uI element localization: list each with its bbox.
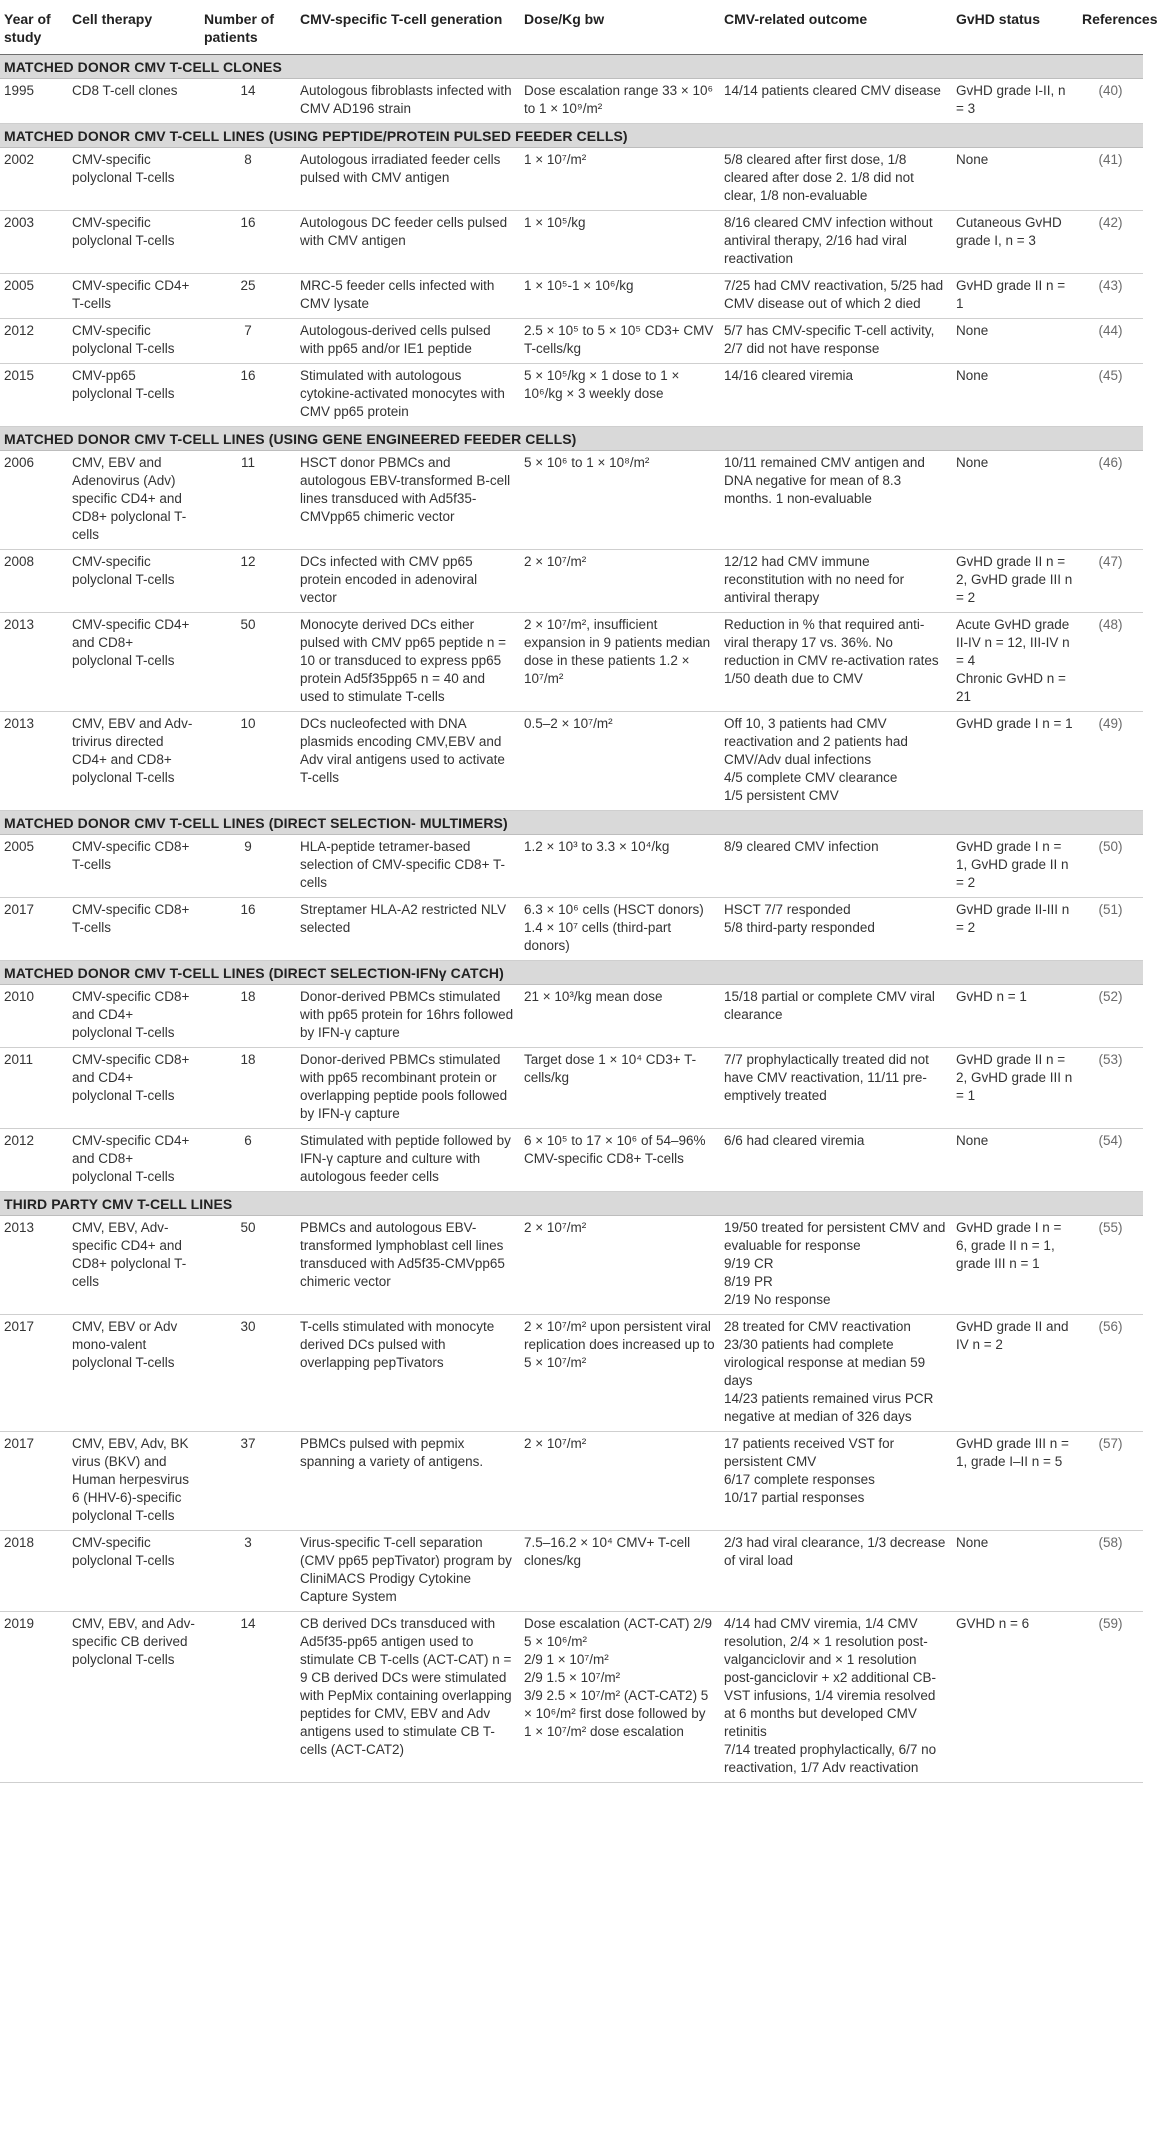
cell-patients: 30 <box>200 1315 296 1432</box>
cell-gvhd: GvHD grade I-II, n = 3 <box>952 79 1078 124</box>
cell-gvhd: None <box>952 451 1078 550</box>
cell-therapy: CMV-specific CD4+ and CD8+ polyclonal T-cells <box>68 1129 200 1192</box>
cell-reference: (44) <box>1078 319 1143 364</box>
col-header-references: References <box>1078 0 1143 55</box>
cell-dose: 5 × 10⁶ to 1 × 10⁸/m² <box>520 451 720 550</box>
cell-generation: DCs infected with CMV pp65 protein encoded in adenoviral vector <box>296 550 520 613</box>
cell-therapy: CMV-specific polyclonal T-cells <box>68 319 200 364</box>
cell-reference: (59) <box>1078 1612 1143 1783</box>
cell-generation: MRC-5 feeder cells infected with CMV lysate <box>296 274 520 319</box>
cell-dose: 2 × 10⁷/m², insufficient expansion in 9 patients median dose in these patients 1.2 × 10⁷/m² <box>520 613 720 712</box>
cell-therapy: CMV-specific CD4+ and CD8+ polyclonal T-cells <box>68 613 200 712</box>
cell-generation: PBMCs and autologous EBV-transformed lymphoblast cell lines transduced with Ad5f35-CMVpp65 chimeric vector <box>296 1216 520 1315</box>
section-title: THIRD PARTY CMV T-CELL LINES <box>0 1192 1143 1216</box>
cell-therapy: CMV-specific CD8+ and CD4+ polyclonal T-cells <box>68 1048 200 1129</box>
cell-generation: Virus-specific T-cell separation (CMV pp65 pepTivator) program by CliniMACS Prodigy Cytokine Capture System <box>296 1531 520 1612</box>
section-header-row <box>0 55 1143 79</box>
cell-year: 2015 <box>0 364 68 427</box>
cell-dose: 6.3 × 10⁶ cells (HSCT donors) 1.4 × 10⁷ cells (third-part donors) <box>520 898 720 961</box>
cell-generation: CB derived DCs transduced with Ad5f35-pp65 antigen used to stimulate CB T-cells (ACT-CAT) n = 9 CB derived DCs were stimulated with PepMix containing overlapping peptides for CMV, EBV and Adv antigens used to stimulate CB T-cells (ACT-CAT2) <box>296 1612 520 1783</box>
cell-therapy: CMV, EBV and Adv-trivirus directed CD4+ and CD8+ polyclonal T-cells <box>68 712 200 811</box>
cell-generation: Streptamer HLA-A2 restricted NLV selected <box>296 898 520 961</box>
cell-gvhd: GVHD n = 6 <box>952 1612 1078 1783</box>
cell-reference: (55) <box>1078 1216 1143 1315</box>
cell-year: 2013 <box>0 712 68 811</box>
cell-patients: 9 <box>200 835 296 898</box>
table-body <box>0 55 1143 1783</box>
col-header-outcome: CMV-related outcome <box>720 0 952 55</box>
cell-dose: 6 × 10⁵ to 17 × 10⁶ of 54–96% CMV-specific CD8+ T-cells <box>520 1129 720 1192</box>
cell-reference: (57) <box>1078 1432 1143 1531</box>
cell-generation: Autologous DC feeder cells pulsed with CMV antigen <box>296 211 520 274</box>
cell-year: 2002 <box>0 148 68 211</box>
col-header-gvhd: GvHD status <box>952 0 1078 55</box>
cell-outcome: 15/18 partial or complete CMV viral clearance <box>720 985 952 1048</box>
section-title: MATCHED DONOR CMV T-CELL LINES (DIRECT SELECTION- MULTIMERS) <box>0 811 1143 835</box>
cell-dose: 7.5–16.2 × 10⁴ CMV+ T-cell clones/kg <box>520 1531 720 1612</box>
cell-patients: 8 <box>200 148 296 211</box>
cell-outcome: Reduction in % that required anti-viral therapy 17 vs. 36%. No reduction in CMV re-activation rates 1/50 death due to CMV <box>720 613 952 712</box>
cell-reference: (52) <box>1078 985 1143 1048</box>
cell-outcome: 8/16 cleared CMV infection without antiviral therapy, 2/16 had viral reactivation <box>720 211 952 274</box>
cell-year: 2018 <box>0 1531 68 1612</box>
cell-outcome: 5/7 has CMV-specific T-cell activity, 2/7 did not have response <box>720 319 952 364</box>
cell-outcome: 6/6 had cleared viremia <box>720 1129 952 1192</box>
cell-therapy: CMV-specific CD4+ T-cells <box>68 274 200 319</box>
cell-year: 2013 <box>0 613 68 712</box>
cell-patients: 18 <box>200 1048 296 1129</box>
col-header-patients: Number of patients <box>200 0 296 55</box>
cell-reference: (51) <box>1078 898 1143 961</box>
cell-patients: 6 <box>200 1129 296 1192</box>
cell-year: 2005 <box>0 835 68 898</box>
cell-reference: (46) <box>1078 451 1143 550</box>
section-title: MATCHED DONOR CMV T-CELL CLONES <box>0 55 1143 79</box>
cell-generation: T-cells stimulated with monocyte derived DCs pulsed with overlapping pepTivators <box>296 1315 520 1432</box>
table-row <box>0 985 1143 1048</box>
cell-therapy: CD8 T-cell clones <box>68 79 200 124</box>
cell-gvhd: None <box>952 1129 1078 1192</box>
cell-therapy: CMV-specific polyclonal T-cells <box>68 550 200 613</box>
cell-outcome: 7/7 prophylactically treated did not have CMV reactivation, 11/11 pre-emptively treated <box>720 1048 952 1129</box>
cell-therapy: CMV, EBV and Adenovirus (Adv) specific CD4+ and CD8+ polyclonal T-cells <box>68 451 200 550</box>
cell-year: 2006 <box>0 451 68 550</box>
cell-reference: (48) <box>1078 613 1143 712</box>
cell-outcome: 14/16 cleared viremia <box>720 364 952 427</box>
cell-year: 2008 <box>0 550 68 613</box>
section-title: MATCHED DONOR CMV T-CELL LINES (USING PEPTIDE/PROTEIN PULSED FEEDER CELLS) <box>0 124 1143 148</box>
cell-outcome: 17 patients received VST for persistent CMV 6/17 complete responses 10/17 partial responses <box>720 1432 952 1531</box>
cell-outcome: 7/25 had CMV reactivation, 5/25 had CMV disease out of which 2 died <box>720 274 952 319</box>
section-header-row <box>0 1192 1143 1216</box>
table-row <box>0 1315 1143 1432</box>
cell-generation: Monocyte derived DCs either pulsed with CMV pp65 peptide n = 10 or transduced to express pp65 protein Ad5f35pp65 n = 40 and used to stimulate T-cells <box>296 613 520 712</box>
cell-reference: (50) <box>1078 835 1143 898</box>
cell-gvhd: GvHD grade I n = 1, GvHD grade II n = 2 <box>952 835 1078 898</box>
cell-outcome: 28 treated for CMV reactivation 23/30 patients had complete virological response at median 59 days 14/23 patients remained virus PCR negative at median of 326 days <box>720 1315 952 1432</box>
col-header-dose: Dose/Kg bw <box>520 0 720 55</box>
cell-outcome: 12/12 had CMV immune reconstitution with no need for antiviral therapy <box>720 550 952 613</box>
cell-dose: 5 × 10⁵/kg × 1 dose to 1 × 10⁶/kg × 3 weekly dose <box>520 364 720 427</box>
table-row <box>0 319 1143 364</box>
cell-reference: (42) <box>1078 211 1143 274</box>
cell-generation: Donor-derived PBMCs stimulated with pp65 protein for 16hrs followed by IFN-γ capture <box>296 985 520 1048</box>
cell-reference: (40) <box>1078 79 1143 124</box>
section-header-row <box>0 811 1143 835</box>
cell-year: 2017 <box>0 1315 68 1432</box>
cell-generation: Autologous irradiated feeder cells pulsed with CMV antigen <box>296 148 520 211</box>
cell-year: 2005 <box>0 274 68 319</box>
cell-dose: 0.5–2 × 10⁷/m² <box>520 712 720 811</box>
cell-gvhd: GvHD grade II n = 2, GvHD grade III n = 1 <box>952 1048 1078 1129</box>
cell-gvhd: Acute GvHD grade II-IV n = 12, III-IV n = 4 Chronic GvHD n = 21 <box>952 613 1078 712</box>
cell-dose: 2 × 10⁷/m² upon persistent viral replication does increased up to 5 × 10⁷/m² <box>520 1315 720 1432</box>
cell-therapy: CMV-specific CD8+ T-cells <box>68 835 200 898</box>
cell-generation: Stimulated with peptide followed by IFN-γ capture and culture with autologous feeder cells <box>296 1129 520 1192</box>
cell-year: 2017 <box>0 1432 68 1531</box>
cell-generation: HLA-peptide tetramer-based selection of CMV-specific CD8+ T-cells <box>296 835 520 898</box>
cell-patients: 10 <box>200 712 296 811</box>
cell-therapy: CMV, EBV, Adv-specific CD4+ and CD8+ polyclonal T-cells <box>68 1216 200 1315</box>
cell-therapy: CMV-specific CD8+ and CD4+ polyclonal T-cells <box>68 985 200 1048</box>
cell-dose: Dose escalation (ACT-CAT) 2/9 5 × 10⁶/m² 2/9 1 × 10⁷/m² 2/9 1.5 × 10⁷/m² 3/9 2.5 × 10⁷/m² (ACT-CAT2) 5 × 10⁶/m² first dose followed by 1 × 10⁷/m² dose escalation <box>520 1612 720 1783</box>
cell-outcome: Off 10, 3 patients had CMV reactivation and 2 patients had CMV/Adv dual infections 4/5 complete CMV clearance 1/5 persistent CMV <box>720 712 952 811</box>
cell-patients: 16 <box>200 364 296 427</box>
cell-gvhd: GvHD grade III n = 1, grade I–II n = 5 <box>952 1432 1078 1531</box>
cell-gvhd: GvHD grade I n = 6, grade II n = 1, grade III n = 1 <box>952 1216 1078 1315</box>
cell-outcome: HSCT 7/7 responded 5/8 third-party responded <box>720 898 952 961</box>
cell-gvhd: GvHD grade II n = 1 <box>952 274 1078 319</box>
cell-patients: 14 <box>200 79 296 124</box>
cell-patients: 50 <box>200 613 296 712</box>
cell-generation: Stimulated with autologous cytokine-activated monocytes with CMV pp65 protein <box>296 364 520 427</box>
section-title: MATCHED DONOR CMV T-CELL LINES (DIRECT SELECTION-IFNγ CATCH) <box>0 961 1143 985</box>
table-row <box>0 364 1143 427</box>
cell-year: 2010 <box>0 985 68 1048</box>
table-row <box>0 451 1143 550</box>
cell-generation: DCs nucleofected with DNA plasmids encoding CMV,EBV and Adv viral antigens used to activate T-cells <box>296 712 520 811</box>
cell-reference: (53) <box>1078 1048 1143 1129</box>
table-row <box>0 712 1143 811</box>
header-row <box>0 0 1143 55</box>
cell-patients: 7 <box>200 319 296 364</box>
table-row <box>0 1129 1143 1192</box>
cell-gvhd: None <box>952 1531 1078 1612</box>
cell-patients: 12 <box>200 550 296 613</box>
cell-reference: (47) <box>1078 550 1143 613</box>
cell-reference: (56) <box>1078 1315 1143 1432</box>
table-row <box>0 211 1143 274</box>
cell-outcome: 4/14 had CMV viremia, 1/4 CMV resolution, 2/4 × 1 resolution post-valganciclovir and × 1 resolution post-ganciclovir + x2 additional CB-VST infusions, 1/4 viremia resolved at 6 months but developed CMV retinitis 7/14 treated prophylactically, 6/7 no reactivation, 1/7 Adv reactivation <box>720 1612 952 1783</box>
cell-year: 2012 <box>0 1129 68 1192</box>
cell-gvhd: GvHD grade I n = 1 <box>952 712 1078 811</box>
table-row <box>0 79 1143 124</box>
cell-patients: 3 <box>200 1531 296 1612</box>
cell-therapy: CMV, EBV, Adv, BK virus (BKV) and Human herpesvirus 6 (HHV-6)-specific polyclonal T-cells <box>68 1432 200 1531</box>
cell-patients: 16 <box>200 211 296 274</box>
cell-dose: 2 × 10⁷/m² <box>520 550 720 613</box>
cell-generation: Autologous-derived cells pulsed with pp65 and/or IE1 peptide <box>296 319 520 364</box>
col-header-generation: CMV-specific T-cell generation <box>296 0 520 55</box>
cell-gvhd: Cutaneous GvHD grade I, n = 3 <box>952 211 1078 274</box>
cell-year: 2003 <box>0 211 68 274</box>
table-row <box>0 898 1143 961</box>
cell-patients: 25 <box>200 274 296 319</box>
cell-outcome: 2/3 had viral clearance, 1/3 decrease of viral load <box>720 1531 952 1612</box>
cell-gvhd: None <box>952 364 1078 427</box>
cell-gvhd: GvHD grade II and IV n = 2 <box>952 1315 1078 1432</box>
cell-reference: (58) <box>1078 1531 1143 1612</box>
cell-dose: 2.5 × 10⁵ to 5 × 10⁵ CD3+ CMV T-cells/kg <box>520 319 720 364</box>
table-row <box>0 148 1143 211</box>
section-title: MATCHED DONOR CMV T-CELL LINES (USING GENE ENGINEERED FEEDER CELLS) <box>0 427 1143 451</box>
cell-outcome: 19/50 treated for persistent CMV and evaluable for response 9/19 CR 8/19 PR 2/19 No response <box>720 1216 952 1315</box>
cell-year: 2012 <box>0 319 68 364</box>
cell-patients: 14 <box>200 1612 296 1783</box>
cell-year: 2017 <box>0 898 68 961</box>
col-header-therapy: Cell therapy <box>68 0 200 55</box>
cell-patients: 11 <box>200 451 296 550</box>
cell-therapy: CMV-specific polyclonal T-cells <box>68 148 200 211</box>
section-header-row <box>0 124 1143 148</box>
table-row <box>0 613 1143 712</box>
cell-outcome: 14/14 patients cleared CMV disease <box>720 79 952 124</box>
cell-dose: 1 × 10⁷/m² <box>520 148 720 211</box>
table-row <box>0 274 1143 319</box>
table-row <box>0 1432 1143 1531</box>
cell-gvhd: GvHD grade II n = 2, GvHD grade III n = 2 <box>952 550 1078 613</box>
cell-dose: 2 × 10⁷/m² <box>520 1216 720 1315</box>
cell-generation: HSCT donor PBMCs and autologous EBV-transformed B-cell lines transduced with Ad5f35-CMVpp65 chimeric vector <box>296 451 520 550</box>
cell-therapy: CMV-specific polyclonal T-cells <box>68 1531 200 1612</box>
cell-dose: 1 × 10⁵-1 × 10⁶/kg <box>520 274 720 319</box>
cell-therapy: CMV-specific polyclonal T-cells <box>68 211 200 274</box>
cell-gvhd: GvHD grade II-III n = 2 <box>952 898 1078 961</box>
cell-gvhd: None <box>952 319 1078 364</box>
table-row <box>0 835 1143 898</box>
cell-dose: 1 × 10⁵/kg <box>520 211 720 274</box>
cell-therapy: CMV, EBV, and Adv-specific CB derived polyclonal T-cells <box>68 1612 200 1783</box>
cell-therapy: CMV, EBV or Adv mono-valent polyclonal T-cells <box>68 1315 200 1432</box>
section-header-row <box>0 961 1143 985</box>
cell-dose: 21 × 10³/kg mean dose <box>520 985 720 1048</box>
cell-outcome: 8/9 cleared CMV infection <box>720 835 952 898</box>
cell-gvhd: None <box>952 148 1078 211</box>
cell-therapy: CMV-pp65 polyclonal T-cells <box>68 364 200 427</box>
cell-year: 2019 <box>0 1612 68 1783</box>
cell-dose: Target dose 1 × 10⁴ CD3+ T-cells/kg <box>520 1048 720 1129</box>
cell-outcome: 10/11 remained CMV antigen and DNA negative for mean of 8.3 months. 1 non-evaluable <box>720 451 952 550</box>
cell-therapy: CMV-specific CD8+ T-cells <box>68 898 200 961</box>
cell-generation: Donor-derived PBMCs stimulated with pp65 recombinant protein or overlapping peptide pools followed by IFN-γ capture <box>296 1048 520 1129</box>
table-row <box>0 1048 1143 1129</box>
cell-year: 1995 <box>0 79 68 124</box>
table-row <box>0 550 1143 613</box>
cell-dose: Dose escalation range 33 × 10⁶ to 1 × 10⁹/m² <box>520 79 720 124</box>
cell-patients: 37 <box>200 1432 296 1531</box>
cell-reference: (43) <box>1078 274 1143 319</box>
cell-reference: (49) <box>1078 712 1143 811</box>
cell-patients: 18 <box>200 985 296 1048</box>
table-row <box>0 1612 1143 1783</box>
cell-generation: Autologous fibroblasts infected with CMV AD196 strain <box>296 79 520 124</box>
cell-dose: 2 × 10⁷/m² <box>520 1432 720 1531</box>
cell-year: 2011 <box>0 1048 68 1129</box>
table-row <box>0 1216 1143 1315</box>
cell-gvhd: GvHD n = 1 <box>952 985 1078 1048</box>
table-row <box>0 1531 1143 1612</box>
cell-reference: (54) <box>1078 1129 1143 1192</box>
cell-year: 2013 <box>0 1216 68 1315</box>
cell-reference: (45) <box>1078 364 1143 427</box>
col-header-year: Year of study <box>0 0 68 55</box>
cell-dose: 1.2 × 10³ to 3.3 × 10⁴/kg <box>520 835 720 898</box>
cell-patients: 16 <box>200 898 296 961</box>
section-header-row <box>0 427 1143 451</box>
cell-reference: (41) <box>1078 148 1143 211</box>
cell-patients: 50 <box>200 1216 296 1315</box>
cell-outcome: 5/8 cleared after first dose, 1/8 cleared after dose 2. 1/8 did not clear, 1/8 non-evaluable <box>720 148 952 211</box>
cell-generation: PBMCs pulsed with pepmix spanning a variety of antigens. <box>296 1432 520 1531</box>
